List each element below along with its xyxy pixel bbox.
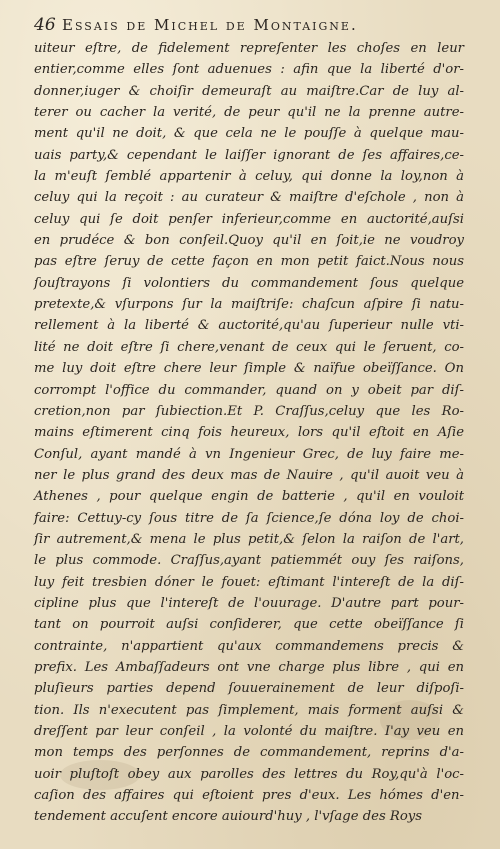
page-number: 46	[34, 15, 56, 35]
text-line: lité ne doit eſtre ſi chere,venant de ceux qui le ſeruent, co-	[34, 339, 464, 355]
text-line: celuy qui la reçoit : au curateur & maiſtre d'eſchole , non à	[34, 190, 464, 206]
body-text	[34, 38, 464, 828]
text-line: uiteur eſtre, de fidelement repreſenter les choſes en leur	[34, 41, 464, 56]
text-line: entier,comme elles ſont aduenues : afin que la liberté d'or-	[34, 62, 464, 78]
text-line: pas eſtre ſeruy de cette façon en mon petit faict.Nous nous	[34, 254, 464, 270]
text-line: la m'euſt ſemblé appartenir à celuy, qui donne la loy,non à	[34, 169, 464, 185]
text-line: me luy doit eſtre chere leur ſimple & naïfue obeïſſance. On	[34, 361, 464, 377]
text-line: tant on pourroit auſsi conſiderer, que cette obeïſſance ſi	[34, 617, 464, 633]
text-line: le plus commode. Craſſus,ayant patiemmét ouy ſes raiſons,	[34, 553, 464, 569]
text-line: mains eſtimerent cinq fois heureux, lors qu'il eſtoit en Aſie	[34, 425, 464, 441]
text-line: contrainte, n'appartient qu'aux commandemens precis &	[34, 638, 464, 654]
text-line: pretexte,& vſurpons ſur la maiſtriſe: chaſcun aſpire ſi natu-	[34, 297, 464, 313]
text-line: tion. Ils n'executent pas ſimplement, mais forment auſsi &	[34, 702, 464, 718]
text-line: ment qu'il ne doit, & que cela ne le pouſſe à quelque mau-	[34, 126, 464, 142]
text-line: cipline plus que l'intereſt de l'ouurage. D'autre part pour-	[34, 595, 464, 611]
text-line: celuy qui ſe doit penſer inferieur,comme en auctorité,auſsi	[34, 211, 464, 227]
text-line: ſir autrement,& mena le plus petit,& ſelon la raiſon de l'art,	[34, 531, 464, 547]
text-line: caſion des affaires qui eſtoient pres d'eux. Les hómes d'en-	[34, 788, 464, 804]
text-line: pluſieurs parties depend ſouuerainement de leur diſpoſi-	[34, 681, 464, 697]
text-line: cretion,non par ſubiection.Et P. Craſſus,celuy que les Ro-	[34, 403, 464, 419]
text-line: faire: Cettuy-cy ſous titre de ſa ſcience,ſe dóna loy de choi-	[34, 510, 464, 526]
text-line: rellement à la liberté & auctorité,qu'au ſuperieur nulle vti-	[34, 318, 464, 334]
text-line: tendement accuſent encore auiourd'huy , l'vſage des Roys	[34, 809, 423, 825]
text-line: en prudéce & bon conſeil.Quoy qu'il en ſoit,ie ne voudroy	[34, 233, 464, 249]
page-header	[34, 14, 474, 36]
text-line: ſouſtrayons ſi volontiers du commandement ſous quelque	[34, 275, 464, 291]
text-line: luy feit tresbien dóner le fouet: eſtimant l'intereſt de la diſ-	[34, 574, 464, 590]
text-line: corrompt l'office du commander, quand on y obeit par diſ-	[34, 382, 464, 398]
text-line: prefix. Les Ambaſſadeurs ont vne charge plus libre , qui en	[34, 659, 464, 675]
text-line: terer ou cacher la verité, de peur qu'il ne la prenne autre-	[34, 105, 464, 121]
text-line: ner le plus grand des deux mas de Nauire , qu'il auoit veu à	[34, 467, 464, 483]
text-line: Conſul, ayant mandé à vn Ingenieur Grec, de luy faire me-	[34, 446, 464, 462]
text-line: Athenes , pour quelque engin de batterie , qu'il en vouloit	[34, 489, 464, 505]
text-line: uais party,& cependant le laiſſer ignorant de ſes affaires,ce-	[34, 147, 464, 163]
text-line: dreſſent par leur conſeil , la volonté du maiſtre. I'ay veu en	[34, 724, 464, 739]
text-line: donner,iuger & choiſir demeuraſt au maiſtre.Car de luy al-	[34, 83, 464, 99]
running-title: Essais de Michel de Montaigne.	[62, 16, 358, 34]
text-line: mon temps des perſonnes de commandement, reprins d'a-	[34, 745, 464, 761]
text-line: uoir pluſtoſt obey aux parolles des lettres du Roy,qu'à l'oc-	[34, 766, 464, 782]
